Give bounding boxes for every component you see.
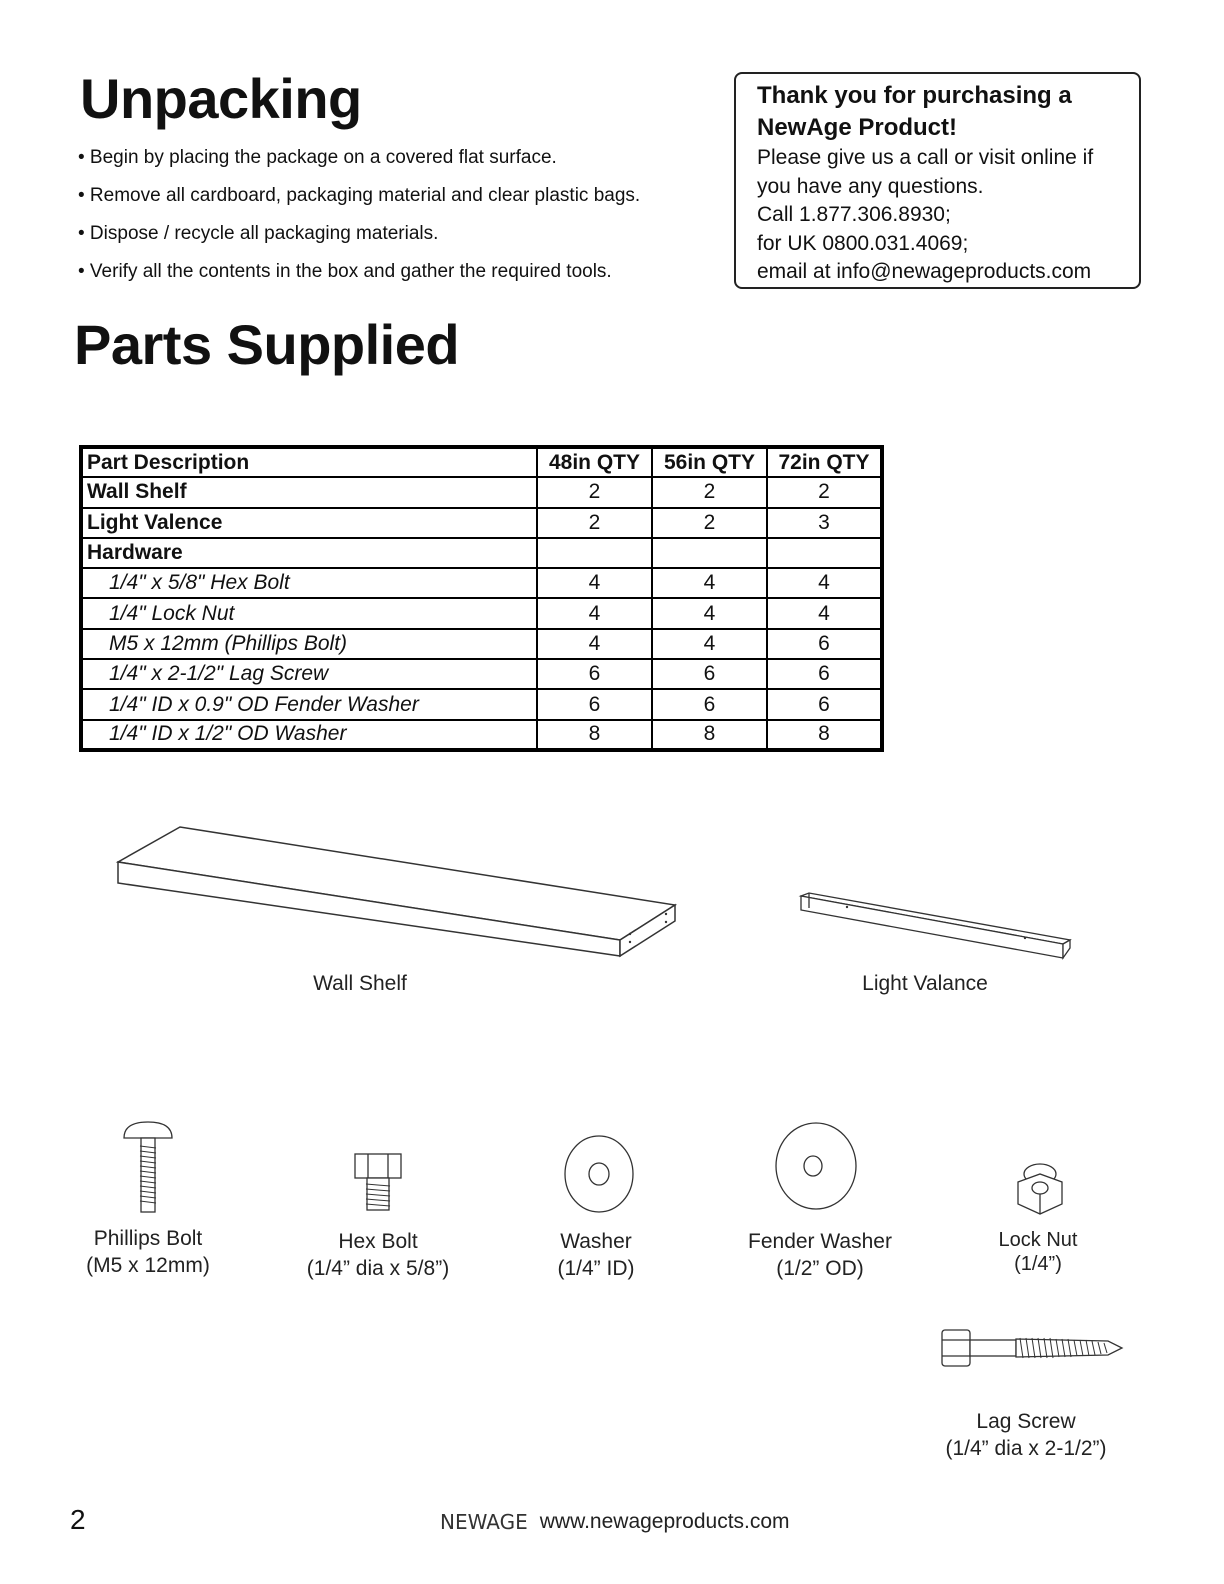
table-row bbox=[81, 629, 882, 659]
washer-size: (1/4” ID) bbox=[557, 1257, 635, 1280]
wall-shelf-illustration bbox=[110, 820, 690, 960]
hex-bolt-icon bbox=[348, 1148, 408, 1218]
lock-nut-name: Lock Nut bbox=[998, 1229, 1078, 1251]
qty-56: 4 bbox=[652, 568, 767, 598]
part-description: 1/4" Lock Nut bbox=[81, 598, 537, 628]
wall-shelf-label: Wall Shelf bbox=[313, 972, 407, 995]
table-row bbox=[81, 598, 882, 628]
lag-screw-icon bbox=[938, 1326, 1128, 1370]
unpacking-step: • Remove all cardboard, packaging material and clear plastic bags. bbox=[78, 185, 641, 206]
qty-48: 2 bbox=[537, 508, 652, 538]
part-description: 1/4" x 5/8" Hex Bolt bbox=[81, 568, 537, 598]
part-description: Light Valence bbox=[81, 508, 537, 538]
email-line: email at info@newageproducts.com bbox=[757, 260, 1092, 283]
qty-48: 4 bbox=[537, 629, 652, 659]
qty-48: 6 bbox=[537, 659, 652, 689]
table-header-row bbox=[81, 447, 882, 477]
washer-caption bbox=[526, 1228, 666, 1282]
part-description: Wall Shelf bbox=[81, 477, 537, 507]
table-row bbox=[81, 508, 882, 538]
qty-56: 4 bbox=[652, 629, 767, 659]
contact-line: you have any questions. bbox=[757, 174, 984, 198]
light-valance-illustration bbox=[795, 888, 1080, 968]
qty-72: 4 bbox=[767, 598, 882, 628]
qty-56: 6 bbox=[652, 689, 767, 719]
washer-icon bbox=[560, 1134, 640, 1214]
hex-bolt-size: (1/4” dia x 5/8”) bbox=[306, 1257, 450, 1280]
part-description: M5 x 12mm (Phillips Bolt) bbox=[81, 629, 537, 659]
lag-screw-caption bbox=[918, 1408, 1134, 1462]
qty-48: 8 bbox=[537, 720, 652, 750]
table-row bbox=[81, 477, 882, 507]
unpacking-step: • Dispose / recycle all packaging materials. bbox=[78, 223, 439, 244]
part-description: 1/4" ID x 0.9" OD Fender Washer bbox=[81, 689, 537, 719]
part-description: 1/4" ID x 1/2" OD Washer bbox=[81, 720, 537, 750]
qty-56: 2 bbox=[652, 477, 767, 507]
table-row bbox=[81, 720, 882, 750]
unpacking-step: • Verify all the contents in the box and gather the required tools. bbox=[78, 261, 612, 282]
table-row bbox=[81, 538, 882, 568]
qty-56: 4 bbox=[652, 598, 767, 628]
page-number: 2 bbox=[70, 1504, 86, 1535]
thank-you-heading: NewAge Product! bbox=[757, 114, 958, 141]
lag-screw-name: Lag Screw bbox=[976, 1410, 1076, 1433]
phillips-bolt-name: Phillips Bolt bbox=[93, 1227, 203, 1250]
qty-48: 6 bbox=[537, 689, 652, 719]
contact-line: Please give us a call or visit online if bbox=[757, 146, 1094, 169]
washer-name: Washer bbox=[560, 1230, 632, 1253]
website-url: www.newageproducts.com bbox=[539, 1510, 790, 1533]
qty-72: 6 bbox=[767, 659, 882, 689]
table-row bbox=[81, 568, 882, 598]
phone-line: Call 1.877.306.8930; bbox=[757, 203, 951, 226]
part-description: Hardware bbox=[81, 538, 537, 568]
fender-washer-icon bbox=[772, 1120, 860, 1212]
qty-72 bbox=[767, 538, 882, 568]
phillips-bolt-size: (M5 x 12mm) bbox=[86, 1254, 210, 1277]
hex-bolt-caption bbox=[288, 1228, 468, 1282]
qty-56: 2 bbox=[652, 508, 767, 538]
part-description: 1/4" x 2-1/2" Lag Screw bbox=[81, 659, 537, 689]
fender-washer-caption bbox=[725, 1228, 915, 1282]
qty-56 bbox=[652, 538, 767, 568]
table-row bbox=[81, 659, 882, 689]
lock-nut-size: (1/4”) bbox=[1014, 1253, 1062, 1275]
column-header: 56in QTY bbox=[652, 447, 767, 477]
phillips-bolt-icon bbox=[118, 1118, 178, 1218]
unpacking-steps bbox=[78, 146, 718, 298]
qty-72: 6 bbox=[767, 689, 882, 719]
qty-72: 4 bbox=[767, 568, 882, 598]
column-header: 72in QTY bbox=[767, 447, 882, 477]
hex-bolt-name: Hex Bolt bbox=[338, 1230, 418, 1253]
lock-nut-caption bbox=[968, 1228, 1108, 1276]
light-valance-label: Light Valance bbox=[862, 972, 988, 995]
newage-logo: NEWAGE bbox=[440, 1510, 528, 1534]
phillips-bolt-caption bbox=[68, 1225, 228, 1279]
thank-you-box bbox=[734, 72, 1141, 289]
qty-48: 4 bbox=[537, 598, 652, 628]
table-row bbox=[81, 689, 882, 719]
unpacking-step: • Begin by placing the package on a covered flat surface. bbox=[78, 147, 557, 168]
thank-you-heading: Thank you for purchasing a bbox=[757, 82, 1072, 109]
qty-56: 8 bbox=[652, 720, 767, 750]
qty-72: 6 bbox=[767, 629, 882, 659]
fender-washer-size: (1/2” OD) bbox=[776, 1257, 864, 1280]
qty-72: 3 bbox=[767, 508, 882, 538]
parts-table bbox=[79, 445, 884, 752]
unpacking-title: Unpacking bbox=[80, 67, 362, 130]
qty-48: 2 bbox=[537, 477, 652, 507]
lock-nut-icon bbox=[1010, 1160, 1070, 1218]
column-header: Part Description bbox=[81, 447, 537, 477]
fender-washer-name: Fender Washer bbox=[748, 1230, 892, 1253]
qty-72: 2 bbox=[767, 477, 882, 507]
footer bbox=[440, 1510, 790, 1534]
qty-48: 4 bbox=[537, 568, 652, 598]
qty-72: 8 bbox=[767, 720, 882, 750]
column-header: 48in QTY bbox=[537, 447, 652, 477]
lag-screw-size: (1/4” dia x 2-1/2”) bbox=[945, 1437, 1107, 1460]
qty-48 bbox=[537, 538, 652, 568]
uk-phone-line: for UK 0800.031.4069; bbox=[757, 231, 969, 255]
qty-56: 6 bbox=[652, 659, 767, 689]
parts-title: Parts Supplied bbox=[74, 313, 460, 376]
